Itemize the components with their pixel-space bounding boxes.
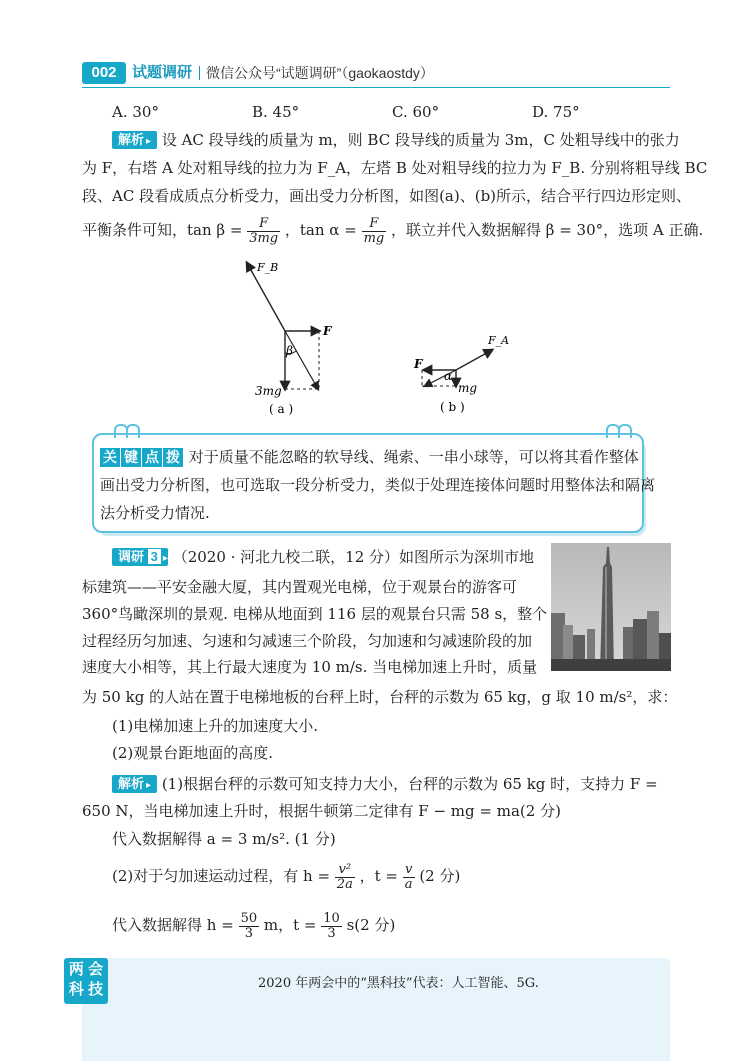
fraction-tan-alpha	[362, 217, 387, 246]
label-fb: F_B	[257, 261, 279, 274]
frac-den: 3	[327, 925, 336, 941]
option-b: B. 45°	[252, 103, 300, 121]
analysis3-line1	[112, 773, 658, 795]
problem3-text1: （2020 · 河北九校二联，12 分）如图所示为深圳市地	[172, 548, 535, 566]
problem3-line3: 360°鸟瞰深圳的景观. 电梯从地面到 116 层的观景台只需 58 s，整个	[82, 605, 548, 623]
label-f: F	[414, 357, 423, 371]
label-f: F	[323, 324, 332, 338]
building-photo	[551, 543, 671, 671]
analysis3-line5	[112, 907, 395, 943]
tip-tag-char: 键	[121, 448, 141, 467]
frac-den: 3mg	[249, 230, 279, 246]
fraction-h	[335, 863, 355, 892]
footer-badge-line1: 两 会	[68, 961, 104, 978]
frac-num: F	[362, 217, 387, 232]
tip-line2: 画出受力分析图，也可选取一段分析受力，类似于处理连接体问题时用整体法和隔离	[100, 476, 656, 494]
problem-tag	[112, 548, 168, 566]
tip-tag-char: 关	[100, 448, 120, 467]
page-number: 002	[82, 62, 126, 84]
analysis1-text4a: 平衡条件可知，tan β =	[82, 221, 243, 239]
label-fa: F_A	[488, 334, 510, 347]
figure-a-caption: ( a )	[269, 402, 294, 416]
analysis1-text4b: ，tan α =	[284, 221, 357, 239]
label-beta: β	[286, 344, 293, 358]
analysis3-text1: (1)根据台秤的示数可知支持力大小，台秤的示数为 65 kg 时，支持力 F =	[161, 775, 658, 793]
tip-tag-char: 拨	[163, 448, 183, 467]
frac-den: mg	[363, 230, 385, 246]
problem-number: 3	[148, 549, 161, 564]
problem3-line6: 为 50 kg 的人站在置于电梯地板的台秤上时，台秤的示数为 65 kg，g 取 10 m/s²，求：	[82, 688, 678, 706]
analysis3-text5a: 代入数据解得 h =	[112, 916, 234, 934]
problem3-line5: 速度大小相等，其上行最大速度为 10 m/s. 当电梯加速上升时，质量	[82, 658, 538, 676]
problem3-line1	[112, 546, 534, 568]
tip-line1	[100, 446, 639, 468]
footer-text: 2020 年两会中的“黑科技”代表：人工智能、5G.	[258, 976, 539, 991]
header-divider	[199, 66, 200, 80]
analysis3-text4c: (2 分)	[419, 867, 461, 885]
fraction-h-value	[239, 912, 260, 941]
analysis3-text4b: ，t =	[359, 867, 398, 885]
force-diagram-a	[235, 255, 345, 420]
problem3-q2: (2)观景台距地面的高度.	[112, 744, 274, 762]
label-alpha: α	[444, 369, 453, 383]
analysis3-line2: 650 N，当电梯加速上升时，根据牛顿第二定律有 F − mg = ma(2 分)	[82, 802, 561, 820]
clip-icon	[618, 424, 632, 438]
analysis1-text4c: ，联立并代入数据解得 β = 30°，选项 A 正确.	[391, 221, 704, 239]
problem3-line4: 过程经历匀加速、匀速和匀减速三个阶段，匀加速和匀减速阶段的加	[82, 632, 533, 650]
analysis1-line4	[82, 212, 703, 248]
option-d: D. 75°	[532, 103, 580, 121]
option-c: C. 60°	[392, 103, 440, 121]
tip-tag-char: 点	[142, 448, 162, 467]
fraction-tan-beta	[247, 217, 280, 246]
header-rule	[82, 87, 670, 88]
header-subtitle: 微信公众号“试题调研”（gaokaostdy）	[206, 65, 434, 81]
frac-num: v²	[335, 863, 355, 878]
figure-b-caption: ( b )	[440, 400, 465, 414]
resultant-arrow	[285, 331, 318, 389]
analysis3-line4	[112, 858, 460, 894]
option-a: A. 30°	[112, 103, 159, 121]
tip-text1: 对于质量不能忽略的软导线、绳索、一串小球等，可以将其看作整体	[188, 448, 639, 466]
frac-den: 2a	[336, 876, 353, 892]
analysis1-line3: 段、AC 段看成质点分析受力，画出受力分析图，如图(a)、(b)所示，结合平行四边形定则、	[82, 187, 692, 205]
analysis3-text5c: s(2 分)	[346, 916, 396, 934]
tip-line3: 法分析受力情况.	[100, 504, 210, 522]
problem3-line2: 标建筑——平安金融大厦，其内置观光电梯，位于观景台的游客可	[82, 578, 518, 596]
problem-tag-label: 调研	[118, 549, 145, 564]
problem3-q1: (1)电梯加速上升的加速度大小.	[112, 717, 319, 735]
footer-badge	[64, 958, 108, 1004]
frac-num: 50	[240, 910, 258, 926]
analysis-tag: 解析 ▸	[112, 775, 157, 793]
frac-den: 3	[244, 925, 253, 941]
footer-badge-line2: 科 技	[68, 981, 104, 998]
analysis3-text5b: m，t =	[263, 916, 317, 934]
fraction-t	[403, 863, 415, 892]
frac-num: 10	[323, 910, 340, 926]
analysis1-text1: 设 AC 段导线的质量为 m，则 BC 段导线的质量为 3m，C 处粗导线中的张力	[161, 131, 680, 149]
analysis3-text4a: (2)对于匀加速运动过程，有 h =	[112, 867, 331, 885]
label-mg: mg	[458, 381, 478, 395]
force-fa-arrow	[456, 350, 492, 370]
label-3mg: 3mg	[255, 384, 282, 398]
force-diagram-b	[408, 328, 518, 418]
frac-den: a	[404, 876, 413, 892]
analysis1-line2: 为 F，右塔 A 处对粗导线的拉力为 F_A，左塔 B 处对粗导线的拉力为 F_B. 分别将粗导线 BC	[82, 159, 708, 177]
header-title: 试题调研	[132, 64, 193, 81]
analysis-tag: 解析 ▸	[112, 131, 157, 149]
frac-num: v	[403, 863, 415, 878]
clip-icon	[126, 424, 140, 438]
frac-num: F	[247, 217, 280, 232]
analysis3-line3: 代入数据解得 a = 3 m/s². (1 分)	[112, 830, 336, 848]
fraction-t-value	[321, 912, 342, 941]
analysis1-line1	[112, 129, 680, 151]
